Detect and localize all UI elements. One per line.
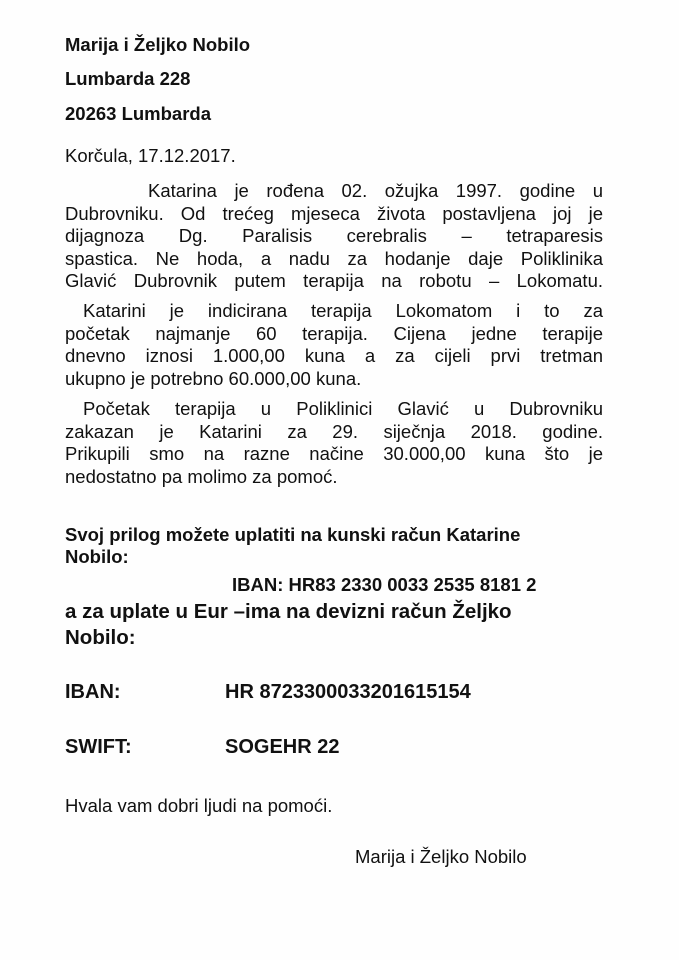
- closing-line: Hvala vam dobri ljudi na pomoći.: [65, 795, 333, 816]
- paragraph-line: spastica. Ne hoda, a nadu za hodanje daje Poliklinika: [65, 247, 603, 269]
- paragraph-line: početak najmanje 60 terapija. Cijena jedne terapije: [65, 322, 603, 344]
- kuna-iban: IBAN: HR83 2330 0033 2535 8181 2: [232, 574, 537, 595]
- paragraph-line: dnevno iznosi 1.000,00 kuna a za cijeli prvi tretman: [65, 345, 603, 367]
- paragraph-line: dijagnoza Dg. Paralisis cerebralis – tetraparesis: [65, 225, 603, 247]
- swift-value: SOGEHR 22: [225, 736, 340, 758]
- paragraph-therapy-start: [65, 398, 603, 488]
- date-line: Korčula, 17.12.2017.: [65, 145, 236, 166]
- eur-iban-label: IBAN:: [65, 681, 121, 703]
- kuna-intro-line: Nobilo:: [65, 546, 129, 567]
- paragraph-line: Katarini je indicirana terapija Lokomatom i to za: [83, 300, 603, 321]
- signature: Marija i Željko Nobilo: [355, 846, 527, 867]
- eur-iban-value: HR 8723300033201615154: [225, 681, 471, 703]
- paragraph-line: ukupno je potrebno 60.000,00 kuna.: [65, 367, 362, 389]
- paragraph-line: Početak terapija u Poliklinici Glavić u Dubrovniku: [83, 398, 603, 419]
- paragraph-therapy-cost: [65, 300, 603, 390]
- paragraph-line: Glavić Dubrovnik putem terapija na robotu – Lokomatu.: [65, 270, 603, 292]
- paragraph-diagnosis: [65, 180, 603, 293]
- sender-city: 20263 Lumbarda: [65, 103, 212, 124]
- swift-label: SWIFT:: [65, 736, 132, 758]
- kuna-intro-line: Svoj prilog možete uplatiti na kunski račun Katarine: [65, 524, 521, 545]
- eur-intro-line: a za uplate u Eur –ima na devizni račun Željko: [65, 600, 512, 623]
- paragraph-line: Katarina je rođena 02. ožujka 1997. godine u: [148, 180, 603, 201]
- paragraph-line: zakazan je Katarini za 29. siječnja 2018. godine.: [65, 420, 603, 442]
- sender-street: Lumbarda 228: [65, 68, 191, 89]
- eur-intro-line: Nobilo:: [65, 626, 136, 649]
- sender-name: Marija i Željko Nobilo: [65, 34, 251, 55]
- paragraph-line: Prikupili smo na razne načine 30.000,00 kuna što je: [65, 443, 603, 465]
- kuna-account-intro: [65, 524, 610, 568]
- paragraph-line: Dubrovniku. Od trećeg mjeseca života postavljena joj je: [65, 202, 603, 224]
- paragraph-line: nedostatno pa molimo za pomoć.: [65, 465, 338, 487]
- eur-account-intro: [65, 599, 610, 651]
